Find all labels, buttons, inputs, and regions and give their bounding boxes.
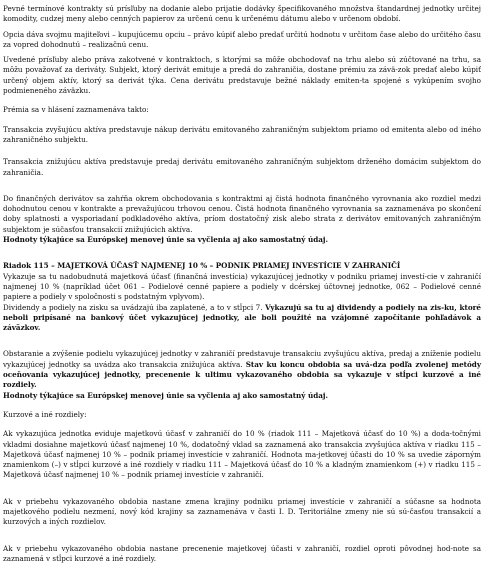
paragraph-acquisition (3, 349, 481, 390)
paragraph-option: Opcia dáva svojmu majiteľovi – kupujúcemu opciu – právo kúpiť alebo predať určitú hodnotu v určitom čase alebo do určitého času za vopred dohodnutú – realizačnú cenu. (3, 29, 481, 49)
acquisition-text: Obstaranie a zvýšenie podielu vykazujúcej jednotky v zahraničí predstavuje transakciu zvyšujúcu aktíva, predaj a zníženie podielu vykazujúcej jednotky sa uvádza ako transakcia znižujúca aktíva. (3, 349, 481, 369)
paragraph-equity-participation: Vykazuje sa tu nadobudnutá majetková účasť (finančná investícia) vykazujúcej jednotky v podniku priamej investí-cie v zahraničí najmenej 10 % (napríklad účet 061 – Podielové cenné papiere a podiely v dcérskej účtovnej jednotke, 062 – Podielové cenné papiere a podiely v spoločnosti s podstatným vplyvom). (3, 271, 481, 302)
note-emu-2: Hodnoty týkajúce sa Európskej menovej únie sa vyčlenia aj ako samostatný údaj. (3, 390, 328, 400)
acquisition-bold-text: Stav ku koncu obdobia sa uvá-dza podľa zvolenej metódy oceňovania vykazujúcej jednotky, precenenie k ultimu vykazovaného obdobia sa vykazuje v stĺpci kurzové a iné rozdiely. (3, 359, 481, 390)
paragraph-revaluation: Ak v priebehu vykazovaného obdobia nastane precenenie majetkovej účasti v zahraničí, rozdiel oproti pôvodnej hod-note sa zaznamená v stĺpci kurzové a iné rozdiely. (3, 543, 481, 563)
paragraph-derivatives: Uvedené prísľuby alebo práva zakotvené v kontraktoch, s ktorými sa môže obchodovať na trhu alebo sú zúčtované na trhu, sa môžu považovať za deriváty. Subjekt, ktorý derivát emituje a predá do zahraničia, dostane prémiu za závä-zok predať alebo kúpiť určený objem aktív, ktorý sa derivát týka. Cena derivátu predstavuje bežné náklady emiten-ta spojené s vykúpením svojho podmieneného záväzku. (3, 55, 481, 96)
paragraph-net-settlement: Do finančných derivátov sa zahŕňa okrem obchodovania s kontraktmi aj čistá hodnota finančného vyrovnania ako rozdiel medzi dohodnutou cenou v kontrakte a prevažujúcou trhovou cenou. Čistá hodnota finančného vyrovnania sa zaznamenáva po skončení doby splatnosti a vysporiadaní podkladového aktíva, príom dostatočný zisk alebo strata z derivátov emitovaných zahraničným subjektom je súčasťou transakcií znižujúcich aktíva. (3, 193, 481, 234)
dividends-text: Dividendy a podiely na zisku sa uvádzajú iba zaplatené, a to v stĺpci 7. (3, 302, 266, 312)
paragraph-additional-contributions: Ak vykazujúca jednotka eviduje majetkovú účasť v zahraničí do 10 % (riadok 111 – Majetková účasť do 10 %) a dodа-točnými vkladmi dosiahne majetkovú účasť najmenej 10 %, dodatočný vklad sa zaznamená ako transakcia zvyšujúca aktíva v riadku 115 – Majetková účasť najmenej 10 % – podnik priamej investície v zahraničí. Hodnota ma-jetkovej účasti do 10 % sa uvedie záporným znamienkom (–) v stĺpci kurzové a iné rozdiely v riadku 111 – Majetková účasť do 10 % a kladným znamienkom (+) v riadku 115 – Majetková účasť najmenej 10 % – podnik priamej investície v zahraničí. (3, 429, 481, 480)
paragraph-dividends (3, 303, 481, 334)
subheading-exchange-differences: Kurzové a iné rozdiely: (3, 409, 87, 419)
paragraph-forward-contracts: Pevné termínové kontrakty sú prísľuby na dodanie alebo prijatie dodávky špecifikovaného množstva štandardnej jednotky určitej komodity, cudzej meny alebo cenných papierov za určenú cenu k určenému dátumu alebo v určenom období. (3, 4, 481, 24)
note-emu-1: Hodnoty týkajúce sa Európskej menovej únie sa vyčlenia aj ako samostatný údaj. (3, 235, 328, 245)
paragraph-assets-decrease: Transakcia znižujúcu aktíva predstavuje predaj derivátu emitovaného zahraničným subjektom drženého domácim subjektom do zahraničia. (3, 157, 481, 177)
section-heading-row-115: Riadok 115 – MAJETKOVÁ ÚČASŤ NAJMENEJ 10 % – PODNIK PRIAMEJ INVESTÍCIE V ZAHRANIČÍ (3, 261, 401, 271)
dividends-bold-text: Vykazujú sa tu aj dividendy a podiely na zis-ku, ktoré neboli pripísané na bankový účet vykazujúcej jednotky, ale boli použité na vzájomné započítanie pohľadávok a záväzkov. (3, 302, 482, 333)
paragraph-premium-intro: Prémia sa v hlásení zaznamenáva takto: (3, 105, 149, 115)
paragraph-country-change: Ak v priebehu vykazovaného obdobia nastane zmena krajiny podniku priamej investície v zahraničí a súčasne sa hodnota majetkového podielu nezmení, nový kód krajiny sa zaznamenáva v časti I. D. Teritoriálne zmeny nie sú sú-časťou transakcií a kurzových a iných rozdielov. (3, 496, 481, 527)
paragraph-assets-increase: Transakcia zvyšujúcu aktíva predstavuje nákup derivátu emitovaného zahraničným subjektom priamo od emitenta alebo od iného zahraničného subjektu. (3, 124, 481, 144)
